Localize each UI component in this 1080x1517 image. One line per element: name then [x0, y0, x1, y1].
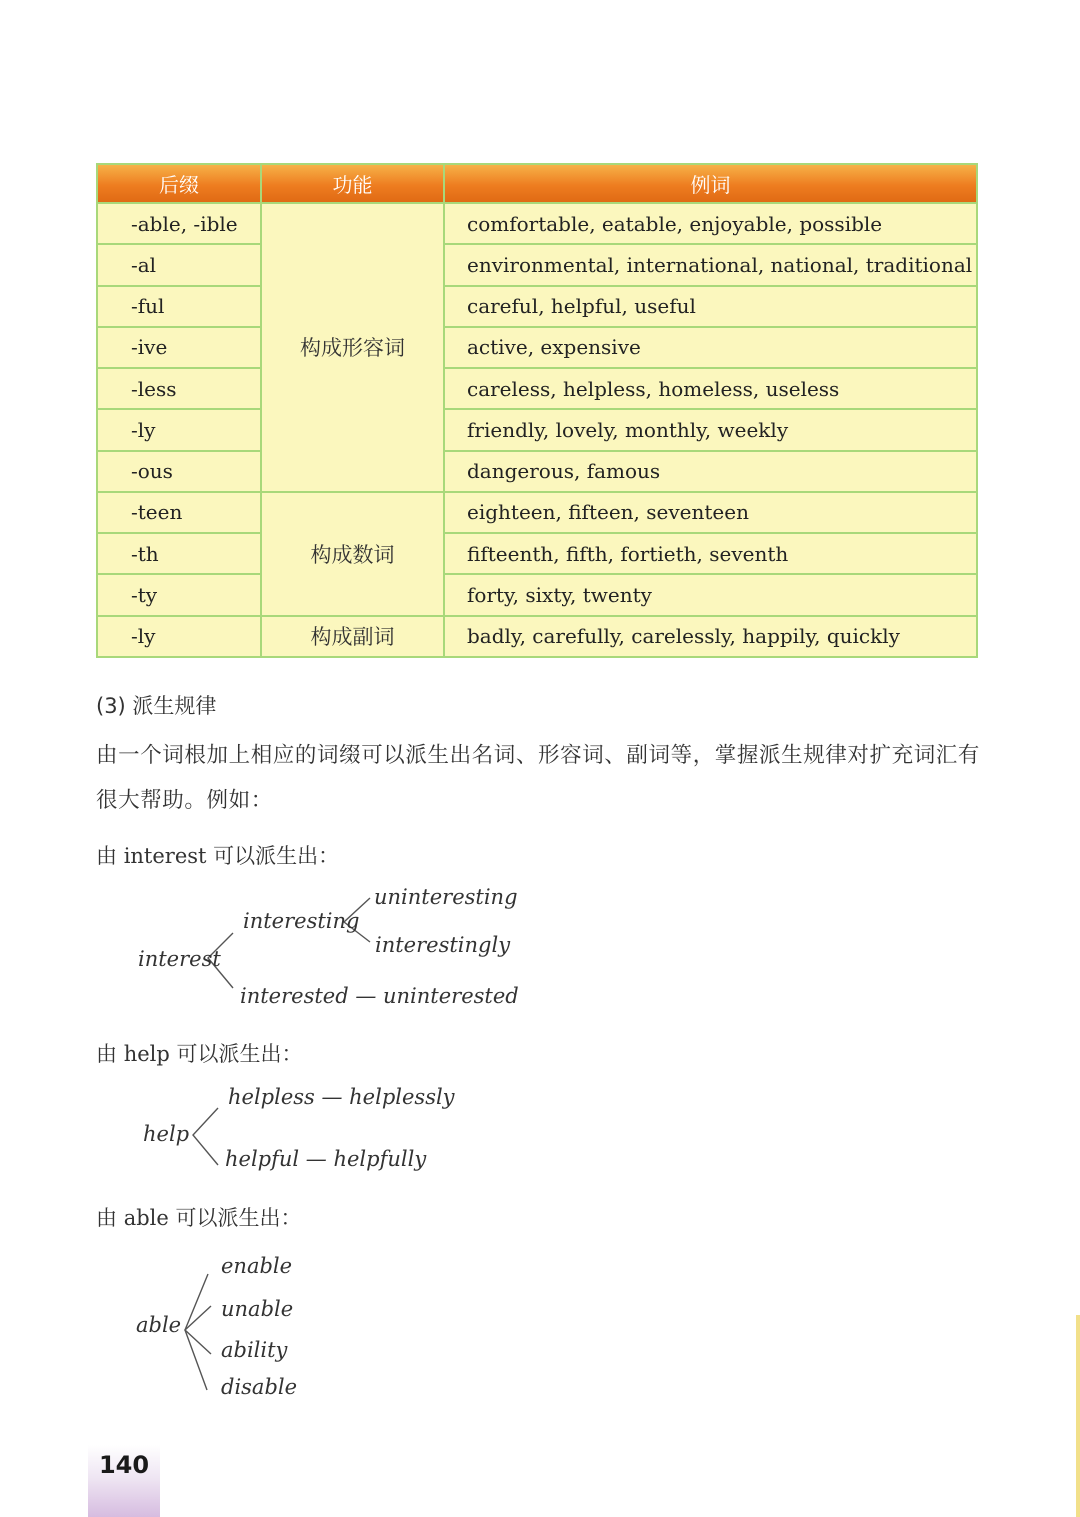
examples-cell: active, expensive	[444, 327, 977, 368]
page-number: 140	[98, 1451, 150, 1479]
caption-post: 可以派生出：	[213, 844, 340, 868]
suffix-cell: -ous	[97, 451, 261, 492]
table-row	[97, 368, 977, 409]
caption-word: help	[123, 1042, 170, 1066]
suffix-cell: -teen	[97, 492, 261, 533]
caption-post: 可以派生出：	[176, 1042, 303, 1066]
caption-help	[96, 1038, 303, 1068]
word-enable: enable	[221, 1254, 293, 1278]
word-helpless-helplessly: helpless — helplessly	[228, 1085, 455, 1109]
table-row	[97, 451, 977, 492]
word-helpful-helpfully: helpful — helpfully	[225, 1147, 427, 1171]
suffix-cell: -ty	[97, 574, 261, 615]
able-derivation-tree	[0, 1248, 1080, 1408]
word-uninteresting: uninteresting	[374, 885, 518, 909]
table-row	[97, 327, 977, 368]
word-ability: ability	[221, 1338, 288, 1362]
examples-cell: dangerous, famous	[444, 451, 977, 492]
table-row	[97, 203, 977, 244]
table-row	[97, 409, 977, 450]
caption-word: interest	[123, 844, 207, 868]
caption-pre: 由	[96, 1042, 117, 1066]
examples-cell: fifteenth, fifth, fortieth, seventh	[444, 533, 977, 574]
help-branch-bracket	[193, 1108, 218, 1165]
examples-cell: friendly, lovely, monthly, weekly	[444, 409, 977, 450]
header-suffix: 后缀	[97, 164, 261, 203]
word-able: able	[136, 1313, 182, 1337]
examples-cell: environmental, international, national, traditional	[444, 244, 977, 285]
able-outer-bracket	[185, 1274, 208, 1390]
able-inner-bracket	[185, 1306, 211, 1354]
suffix-cell: -al	[97, 244, 261, 285]
header-examples: 例词	[444, 164, 977, 203]
examples-cell: forty, sixty, twenty	[444, 574, 977, 615]
examples-cell: careless, helpless, homeless, useless	[444, 368, 977, 409]
word-interested-uninterested: interested — uninterested	[240, 984, 519, 1008]
suffix-cell: -th	[97, 533, 261, 574]
suffix-cell: -able, -ible	[97, 203, 261, 244]
function-cell-adjective: 构成形容词	[261, 203, 444, 492]
header-function: 功能	[261, 164, 444, 203]
caption-pre: 由	[96, 844, 117, 868]
caption-word: able	[123, 1206, 169, 1230]
caption-pre: 由	[96, 1206, 117, 1230]
word-unable: unable	[221, 1297, 294, 1321]
word-help: help	[143, 1122, 190, 1146]
page-number-tab	[88, 1445, 160, 1517]
function-cell-adverb: 构成副词	[261, 616, 444, 657]
examples-cell: badly, carefully, carelessly, happily, quickly	[444, 616, 977, 657]
interest-derivation-tree	[0, 880, 1080, 1020]
caption-post: 可以派生出：	[175, 1206, 302, 1230]
word-interesting: interesting	[243, 909, 360, 933]
caption-able	[96, 1202, 301, 1232]
table-row	[97, 492, 977, 533]
word-interest: interest	[138, 947, 221, 971]
examples-cell: careful, helpful, useful	[444, 286, 977, 327]
table-row	[97, 244, 977, 285]
caption-interest	[96, 840, 339, 870]
section-paragraph: 由一个词根加上相应的词缀可以派生出名词、形容词、副词等，掌握派生规律对扩充词汇有很大帮助。例如：	[96, 743, 981, 813]
section-heading: (3) 派生规律	[96, 694, 217, 718]
examples-cell: eighteen, fifteen, seventeen	[444, 492, 977, 533]
table-row	[97, 533, 977, 574]
table-row	[97, 286, 977, 327]
suffix-cell: -ly	[97, 616, 261, 657]
word-interestingly: interestingly	[375, 933, 511, 957]
suffix-cell: -ive	[97, 327, 261, 368]
page-edge-strip	[1076, 1315, 1080, 1517]
suffix-table	[96, 163, 978, 658]
help-derivation-tree	[0, 1080, 1080, 1180]
table-row	[97, 616, 977, 657]
suffix-cell: -ly	[97, 409, 261, 450]
word-disable: disable	[221, 1375, 298, 1399]
table-header-row	[97, 164, 977, 203]
suffix-cell: -less	[97, 368, 261, 409]
table-row	[97, 574, 977, 615]
function-cell-numeral: 构成数词	[261, 492, 444, 616]
suffix-cell: -ful	[97, 286, 261, 327]
examples-cell: comfortable, eatable, enjoyable, possible	[444, 203, 977, 244]
